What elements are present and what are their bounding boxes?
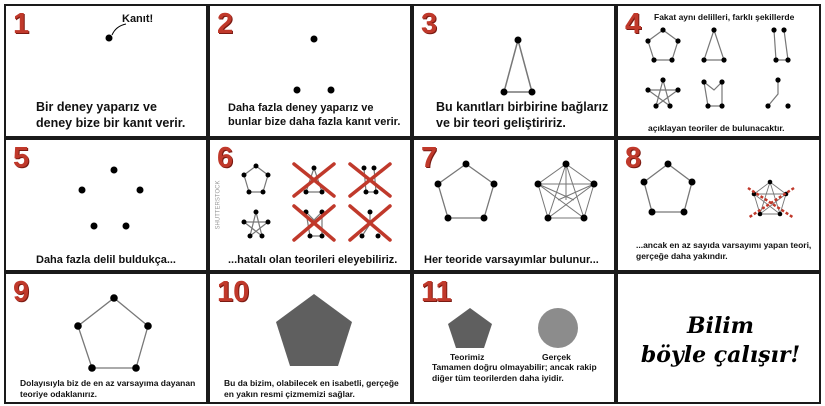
panel-number: 10: [217, 276, 250, 308]
panel-caption: açıklayan teoriler de bulunacaktır.: [648, 123, 785, 133]
panel-7: [412, 138, 616, 272]
five-dots-figure: [6, 140, 206, 270]
panel-caption: Daha fazla delil buldukça...: [36, 254, 176, 266]
panel-number: 1: [13, 8, 30, 40]
panel-1: [4, 4, 208, 138]
panel-caption: Her teoride varsayımlar bulunur...: [424, 254, 599, 266]
panel-number: 3: [421, 8, 438, 40]
panel-5: [4, 138, 208, 272]
pentagon-and-star-figure: [414, 140, 614, 270]
panel-caption: Daha fazla deney yaparız ve bunlar bize daha fazla kanıt verir.: [228, 102, 401, 128]
panel-closing: [616, 272, 821, 404]
reality-label: Gerçek: [542, 352, 571, 362]
panel-number: 6: [217, 142, 234, 174]
panel-caption: ...hatalı olan teorileri eleyebiliriz.: [228, 254, 398, 266]
panel-caption: Bu kanıtları birbirine bağlarız ve bir teori geliştiririz.: [436, 100, 609, 130]
panel-number: 4: [625, 8, 642, 40]
panel-11: [412, 272, 616, 404]
closing-line-1: Bilim: [687, 313, 754, 339]
eliminated-theories-figure: [210, 140, 410, 270]
panel-2: [208, 4, 412, 138]
our-theory-label: Teorimiz: [450, 352, 485, 362]
panel-4: [616, 4, 821, 138]
closing-text: [618, 312, 821, 369]
theory-vs-reality-figure: [414, 274, 614, 404]
panel-number: 5: [13, 142, 30, 174]
panel-number: 7: [421, 142, 438, 174]
panel-6: [208, 138, 412, 272]
closing-line-2: böyle çalışır!: [640, 341, 801, 368]
evidence-label: Kanıt!: [122, 13, 154, 25]
panel-number: 8: [625, 142, 642, 174]
panel-9: [4, 272, 208, 404]
panel-caption: Bu da bizim, olabilecek en isabetli, gerçeğe en yakın resmi çizmemizi sağlar.: [224, 378, 399, 399]
six-alternative-theories-figure: [618, 6, 821, 138]
panel-number: 11: [421, 276, 452, 308]
panel-caption-top: Fakat aynı delilleri, farklı şekillerde: [654, 12, 795, 22]
panel-caption: Tamamen doğru olmayabilir; ancak rakip diğer tüm teorilerden daha iyidir.: [432, 362, 597, 383]
panel-caption: ...ancak en az sayıda varsayımı yapan teori, gerçeğe daha yakındır.: [636, 240, 812, 261]
panel-8: [616, 138, 821, 272]
panel-caption: Dolayısıyla biz de en az varsayıma dayanan teoriye odaklanırız.: [20, 378, 196, 399]
panel-number: 2: [217, 8, 234, 40]
panel-number: 9: [13, 276, 30, 308]
panel-caption: Bir deney yaparız ve deney bize bir kanıt verir.: [36, 100, 186, 130]
side-watermark: SHUTTERSTOCK: [215, 180, 222, 230]
panel-3: [412, 4, 616, 138]
panel-10: [208, 272, 412, 404]
